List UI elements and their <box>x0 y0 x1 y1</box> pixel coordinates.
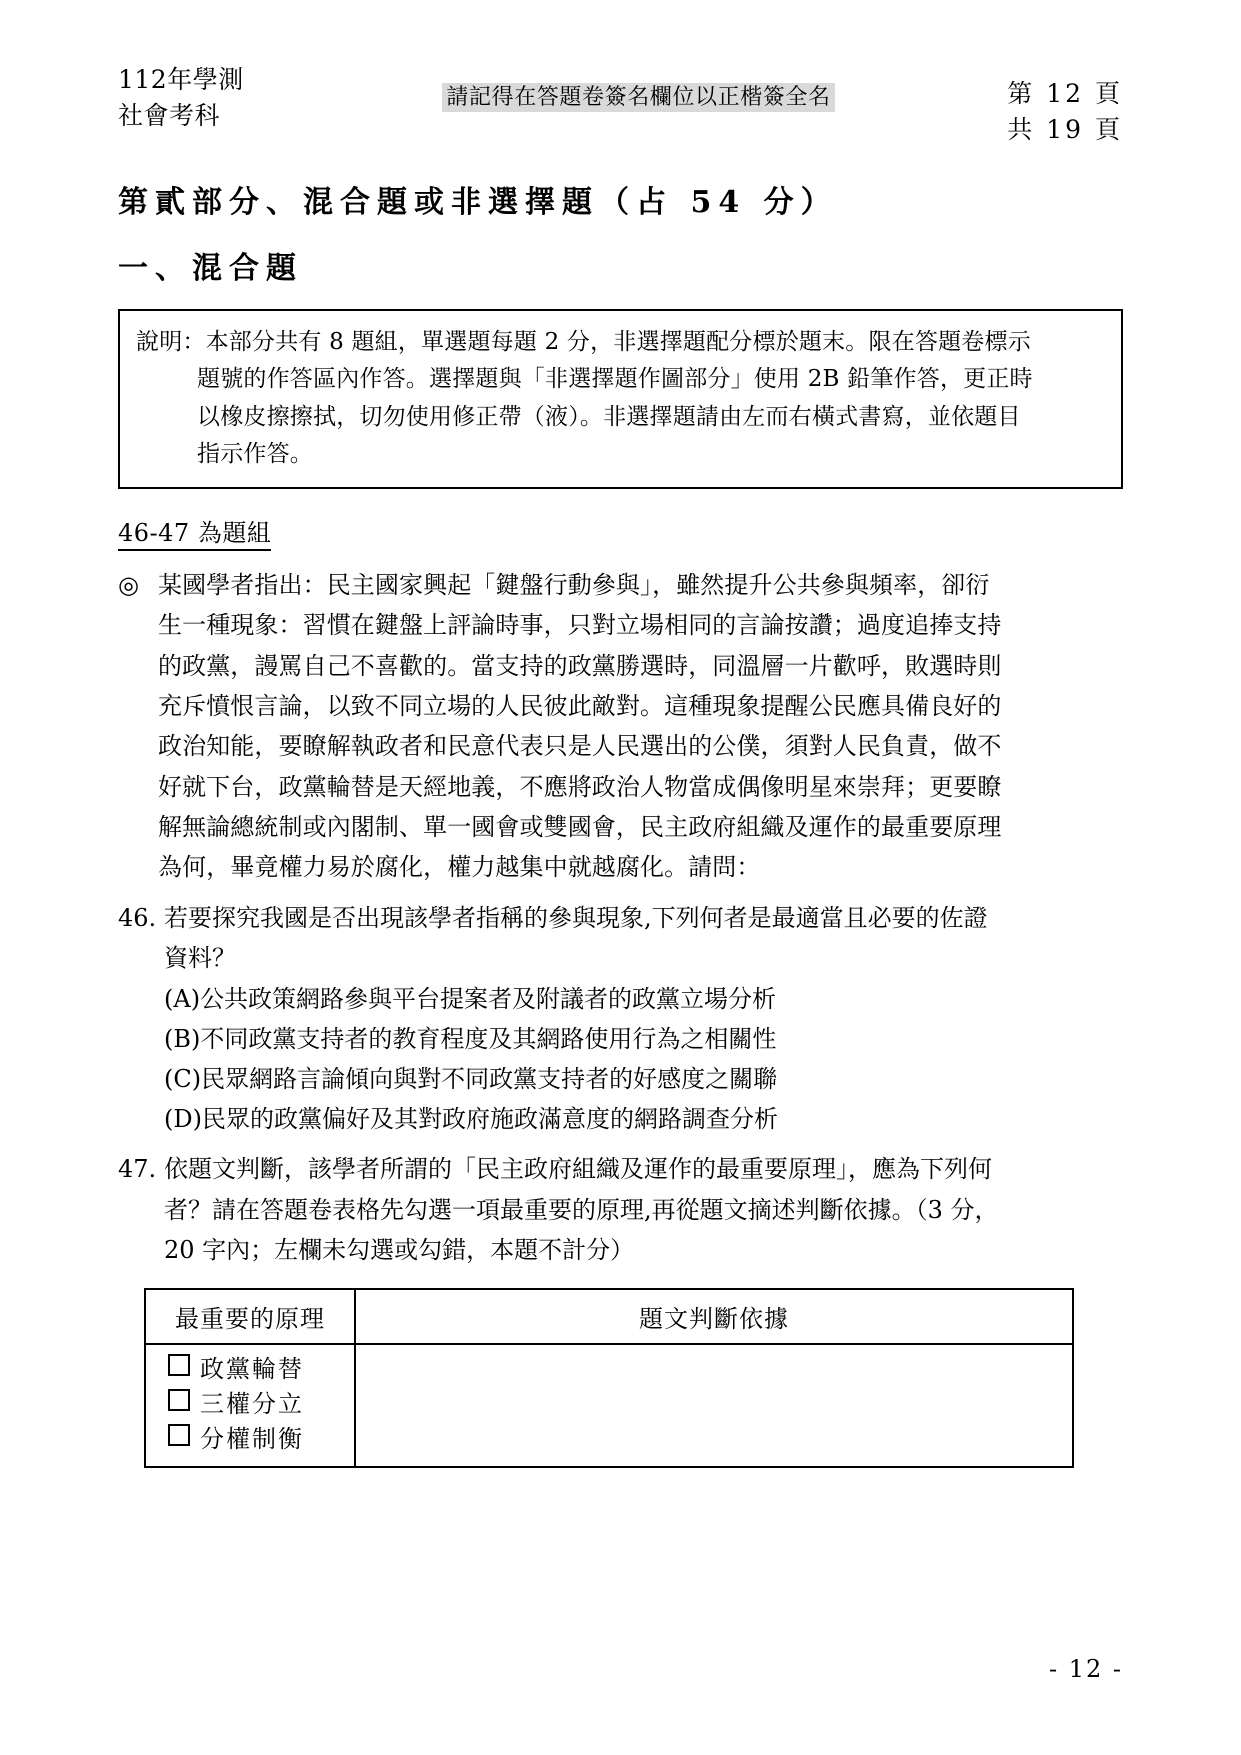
answer-table-header-principle: 最重要的原理 <box>145 1289 355 1344</box>
instruction-line-3: 以橡皮擦擦拭，切勿使用修正帶（液）。非選擇題請由左而右橫式書寫，並依題目 <box>197 403 1021 430</box>
exam-subject-label: 社會考科 <box>118 100 221 130</box>
page-header <box>118 0 1123 147</box>
passage-line-7: 解無論總統制或內閣制、單一國會或雙國會，民主政府組織及運作的最重要原理 <box>158 812 1002 841</box>
instruction-line-4: 指示作答。 <box>197 440 313 467</box>
evidence-answer-area[interactable] <box>355 1344 1073 1467</box>
option-c-text: 民眾網路言論傾向與對不同政黨支持者的好感度之關聯 <box>201 1064 778 1093</box>
checkbox-option-checks-and-balances[interactable] <box>168 1422 354 1457</box>
question-46-number: 46. <box>118 903 157 932</box>
question-46-options <box>118 980 1123 1139</box>
option-a-text: 公共政策網路參與平台提案者及附議者的政黨立場分析 <box>200 985 777 1014</box>
instruction-box <box>118 309 1123 489</box>
header-pagination <box>1007 62 1123 147</box>
header-reminder-wrap <box>442 62 834 114</box>
subsection-title: 一、混合題 <box>118 251 303 286</box>
reading-passage <box>118 565 1123 888</box>
question-47-stem <box>164 1149 1123 1270</box>
option-a[interactable] <box>164 980 1123 1020</box>
option-a-label: (A) <box>164 985 201 1014</box>
option-d-label: (D) <box>164 1104 202 1133</box>
option-b[interactable] <box>164 1020 1123 1060</box>
question-46-stem-line-2: 資料？ <box>164 943 236 972</box>
checkbox-option-party-rotation[interactable] <box>168 1352 354 1387</box>
passage-bullet-icon: ◎ <box>118 571 139 599</box>
question-group-label-wrap <box>118 489 1123 551</box>
total-pages-label: 共 19 頁 <box>1007 114 1123 144</box>
checkbox-icon[interactable] <box>168 1354 190 1376</box>
passage-line-5: 政治知能，要瞭解執政者和民意代表只是人民選出的公僕，須對人民負責，做不 <box>158 732 1002 761</box>
option-b-label: (B) <box>164 1024 201 1053</box>
passage-line-1: 某國學者指出：民主國家興起「鍵盤行動參與」，雖然提升公共參與頻率，卻衍 <box>158 571 990 599</box>
passage-line-3: 的政黨，謾罵自己不喜歡的。當支持的政黨勝選時，同溫層一片歡呼，敗選時則 <box>158 651 1002 680</box>
question-47-stem-line-2: 者？請在答題卷表格先勾選一項最重要的原理,再從題文摘述判斷依據。（3 分， <box>164 1195 999 1224</box>
option-c[interactable] <box>164 1060 1123 1100</box>
part-two-title: 第貳部分、混合題或非選擇題（占 54 分） <box>118 185 838 220</box>
option-d-text: 民眾的政黨偏好及其對政府施政滿意度的網路調查分析 <box>201 1104 778 1133</box>
passage-line-2: 生一種現象：習慣在鍵盤上評論時事，只對立場相同的言論按讚；過度追捧支持 <box>158 611 1002 640</box>
question-46-stem-line-1: 若要探究我國是否出現該學者指稱的參與現象,下列何者是最適當且必要的佐證 <box>164 903 988 932</box>
principle-checkbox-group <box>145 1344 355 1467</box>
question-46 <box>118 898 1123 1140</box>
checkbox-option-label-1: 政黨輪替 <box>200 1355 304 1384</box>
option-c-label: (C) <box>164 1064 202 1093</box>
checkbox-option-label-2: 三權分立 <box>200 1390 304 1419</box>
question-47-stem-line-1: 依題文判斷，該學者所謂的「民主政府組織及運作的最重要原理」，應為下列何 <box>164 1155 992 1184</box>
question-46-stem <box>164 898 1123 979</box>
passage-body <box>158 565 1123 888</box>
instruction-line-1: 說明：本部分共有 8 題組，單選題每題 2 分，非選擇題配分標於題末。限在答題卷標示 <box>136 329 1031 355</box>
checkbox-option-label-3: 分權制衡 <box>200 1425 304 1454</box>
answer-table-header-evidence: 題文判斷依據 <box>355 1289 1073 1344</box>
table-header-row <box>145 1289 1073 1344</box>
table-row <box>145 1344 1073 1467</box>
option-b-text: 不同政黨支持者的教育程度及其網路使用行為之相關性 <box>200 1024 777 1053</box>
page-number-footer: - 12 - <box>1048 1655 1123 1683</box>
current-page-label: 第 12 頁 <box>1007 79 1123 108</box>
signature-reminder-text: 請記得在答題卷簽名欄位以正楷簽全名 <box>442 83 834 112</box>
question-47-number: 47. <box>118 1155 157 1184</box>
question-47 <box>118 1149 1123 1270</box>
instruction-line-2: 題號的作答區內作答。選擇題與「非選擇題作圖部分」使用 2B 鉛筆作答，更正時 <box>197 366 1033 393</box>
checkbox-icon[interactable] <box>168 1389 190 1411</box>
option-d[interactable] <box>164 1100 1123 1140</box>
passage-line-8: 為何，畢竟權力易於腐化，權力越集中就越腐化。請問： <box>158 853 761 882</box>
answer-table <box>144 1288 1074 1468</box>
passage-line-4: 充斥憤恨言論，以致不同立場的人民彼此敵對。這種現象提醒公民應具備良好的 <box>158 691 1002 720</box>
question-group-label: 46-47 為題組 <box>118 513 271 551</box>
exam-year-label: 112年學測 <box>118 65 244 94</box>
checkbox-option-separation-of-powers[interactable] <box>168 1387 354 1422</box>
question-47-stem-line-3: 20 字內；左欄未勾選或勾錯，本題不計分） <box>164 1236 635 1265</box>
checkbox-icon[interactable] <box>168 1424 190 1446</box>
header-exam-info <box>118 62 244 133</box>
passage-line-6: 好就下台，政黨輪替是天經地義，不應將政治人物當成偶像明星來崇拜；更要瞭 <box>158 772 1002 801</box>
